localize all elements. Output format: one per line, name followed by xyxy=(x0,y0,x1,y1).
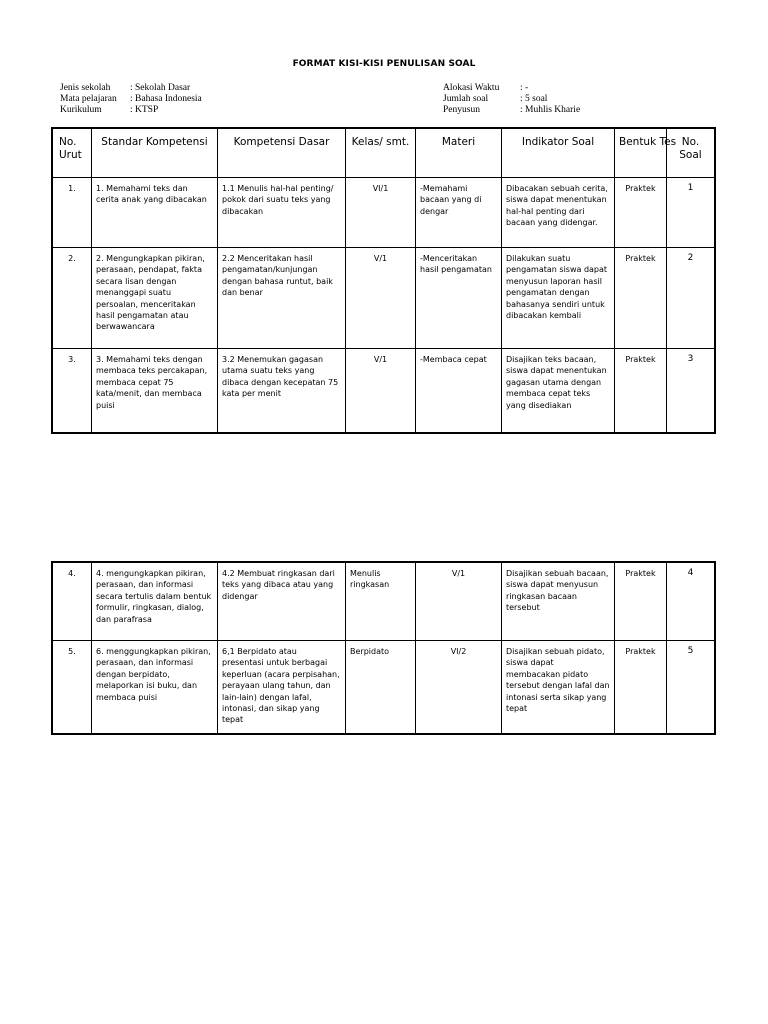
meta-row-count xyxy=(443,94,580,105)
cell-materi: VI/2 xyxy=(416,641,502,734)
cell-standar: 2. Mengungkapkan pikiran, perasaan, pendapat, fakta secara lisan dengan menanggapi suatu persoalan, menceritakan hasil pengamatan atau berwawancara xyxy=(92,248,218,349)
cell-kompetensi: 2.2 Menceritakan hasil pengamatan/kunjungan dengan bahasa runtut, baik dan benar xyxy=(218,248,346,349)
kisi-table-page-1 xyxy=(52,128,715,433)
meta-label: Jenis sekolah xyxy=(60,83,111,93)
cell-indikator: Dilakukan suatu pengamatan siswa dapat menyusun laporan hasil pengamatan dengan bahasanya sendiri untuk dibacakan kembali xyxy=(502,248,615,349)
exam-info xyxy=(443,83,580,116)
header-kelas: Kelas/ smt. xyxy=(346,129,416,178)
cell-standar: 3. Memahami teks dengan membaca teks percakapan, membaca cepat 75 kata/menit, dan membaca puisi xyxy=(92,349,218,433)
meta-value: : Bahasa Indonesia xyxy=(130,94,202,104)
cell-kelas: V/1 xyxy=(346,349,416,433)
cell-no: 1. xyxy=(53,178,92,248)
kisi-table-page-2 xyxy=(52,562,715,734)
cell-indikator: Disajikan sebuah pidato, siswa dapat membacakan pidato tersebut dengan lafal dan intonasi serta sikap yang tepat xyxy=(502,641,615,734)
cell-bentuk: Praktek xyxy=(615,563,667,641)
meta-row-author xyxy=(443,105,580,116)
header-kompetensi-dasar: Kompetensi Dasar xyxy=(218,129,346,178)
meta-label: Alokasi Waktu xyxy=(443,83,500,93)
table-row xyxy=(53,178,715,248)
meta-label: Mata pelajaran xyxy=(60,94,117,104)
cell-no-soal: 2 xyxy=(667,248,715,349)
header-standar-kompetensi: Standar Kompetensi xyxy=(92,129,218,178)
table-row xyxy=(53,248,715,349)
meta-value: : Sekolah Dasar xyxy=(130,83,191,93)
header-materi: Materi xyxy=(416,129,502,178)
cell-kompetensi: 3.2 Menemukan gagasan utama suatu teks yang dibaca dengan kecepatan 75 kata per menit xyxy=(218,349,346,433)
cell-indikator: Disajikan sebuah bacaan, siswa dapat menyusun ringkasan bacaan tersebut xyxy=(502,563,615,641)
meta-row-curriculum xyxy=(60,105,202,116)
cell-kelas: V/1 xyxy=(346,248,416,349)
table-header-row xyxy=(53,129,715,178)
table-row xyxy=(53,563,715,641)
meta-row-subject xyxy=(60,94,202,105)
meta-value: : Muhlis Kharie xyxy=(520,105,581,115)
cell-indikator: Dibacakan sebuah cerita, siswa dapat menentukan hal-hal penting dari bacaan yang didengar. xyxy=(502,178,615,248)
cell-indikator: Disajikan teks bacaan, siswa dapat menentukan gagasan utama dengan membaca cepat teks yang disediakan xyxy=(502,349,615,433)
cell-no: 5. xyxy=(53,641,92,734)
cell-materi: -Memahami bacaan yang di dengar xyxy=(416,178,502,248)
meta-row-school-type xyxy=(60,83,202,94)
header-no-urut: No. Urut xyxy=(53,129,92,178)
meta-value: : 5 soal xyxy=(520,94,548,104)
meta-label: Kurikulum xyxy=(60,105,102,115)
cell-no: 2. xyxy=(53,248,92,349)
cell-bentuk: Praktek xyxy=(615,349,667,433)
table-row xyxy=(53,641,715,734)
cell-bentuk: Praktek xyxy=(615,178,667,248)
cell-kelas: Menulis ringkasan xyxy=(346,563,416,641)
cell-no-soal: 5 xyxy=(667,641,715,734)
meta-value: : KTSP xyxy=(130,105,159,115)
cell-no: 4. xyxy=(53,563,92,641)
meta-value: : - xyxy=(520,83,529,93)
header-bentuk-tes: Bentuk Tes xyxy=(615,129,667,178)
cell-no: 3. xyxy=(53,349,92,433)
cell-kompetensi: 4.2 Membuat ringkasan dari teks yang dibaca atau yang didengar xyxy=(218,563,346,641)
cell-standar: 4. mengungkapkan pikiran, perasaan, dan informasi secara tertulis dalam bentuk formulir, ringkasan, dialog, dan parafrasa xyxy=(92,563,218,641)
cell-no-soal: 1 xyxy=(667,178,715,248)
cell-standar: 1. Memahami teks dan cerita anak yang dibacakan xyxy=(92,178,218,248)
page-title: FORMAT KISI-KISI PENULISAN SOAL xyxy=(292,59,476,69)
meta-label: Penyusun xyxy=(443,105,480,115)
cell-kompetensi: 6,1 Berpidato atau presentasi untuk berbagai keperluan (acara perpisahan, perayaan ulang tahun, dan lain-lain) dengan lafal, intonasi, dan sikap yang tepat xyxy=(218,641,346,734)
school-info xyxy=(60,83,202,116)
header-no-soal: No. Soal xyxy=(667,129,715,178)
cell-bentuk: Praktek xyxy=(615,641,667,734)
table-row xyxy=(53,349,715,433)
cell-bentuk: Praktek xyxy=(615,248,667,349)
cell-no-soal: 3 xyxy=(667,349,715,433)
cell-kelas: Berpidato xyxy=(346,641,416,734)
meta-row-time xyxy=(443,83,580,94)
cell-materi: -Menceritakan hasil pengamatan xyxy=(416,248,502,349)
cell-standar: 6. menggungkapkan pikiran, perasaan, dan informasi dengan berpidato, melaporkan isi buku, dan membaca puisi xyxy=(92,641,218,734)
header-indikator: Indikator Soal xyxy=(502,129,615,178)
cell-kelas: VI/1 xyxy=(346,178,416,248)
cell-no-soal: 4 xyxy=(667,563,715,641)
cell-kompetensi: 1.1 Menulis hal-hal penting/ pokok dari suatu teks yang dibacakan xyxy=(218,178,346,248)
cell-materi: V/1 xyxy=(416,563,502,641)
cell-materi: -Membaca cepat xyxy=(416,349,502,433)
meta-label: Jumlah soal xyxy=(443,94,489,104)
